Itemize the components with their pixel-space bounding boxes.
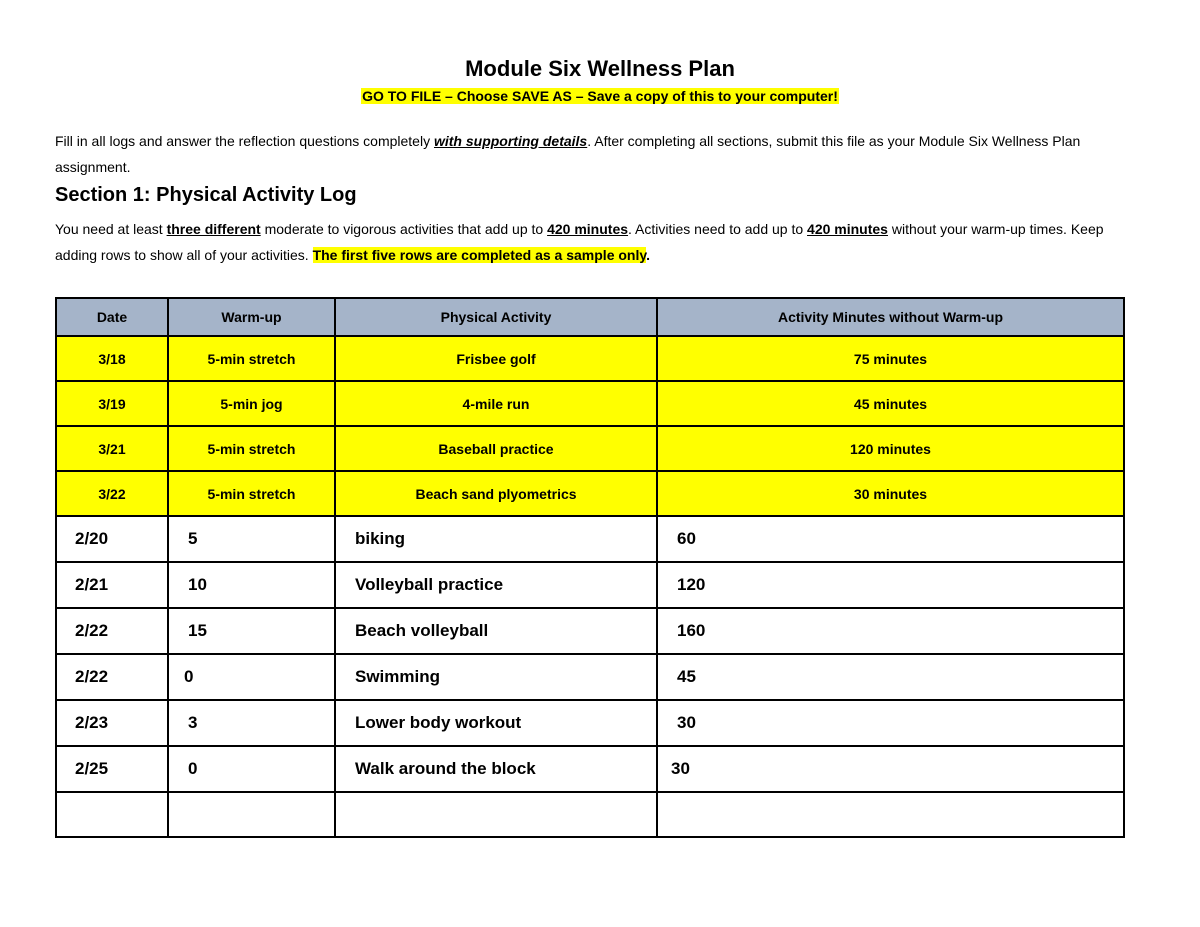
cell-activity-text: Lower body workout <box>355 713 522 732</box>
cell-date-text: 2/22 <box>75 621 109 640</box>
cell-activity[interactable]: Baseball practice <box>335 426 657 471</box>
cell-date[interactable]: 3/22 <box>56 471 168 516</box>
save-instruction-line <box>0 87 1200 106</box>
cell-minutes[interactable] <box>657 608 1124 654</box>
cell-date-text: 2/25 <box>75 759 109 778</box>
sample-row <box>56 426 1124 471</box>
sample-row <box>56 381 1124 426</box>
cell-activity-text: biking <box>355 529 406 548</box>
cell-activity-text: Beach volleyball <box>355 621 489 640</box>
instr-sample-note: The first five rows are completed as a sample only <box>312 247 647 263</box>
entry-row <box>56 654 1124 700</box>
header-warm-up: Warm-up <box>168 298 335 336</box>
cell-date[interactable]: 3/21 <box>56 426 168 471</box>
cell-date-text: 2/20 <box>75 529 109 548</box>
cell-warm-up-text: 5 <box>188 529 198 548</box>
cell-date[interactable] <box>56 516 168 562</box>
instr-minutes-1: 420 minutes <box>547 221 629 237</box>
cell-activity-text: Walk around the block <box>355 759 536 778</box>
entry-row <box>56 516 1124 562</box>
cell-minutes[interactable]: 45 minutes <box>657 381 1124 426</box>
entry-row <box>56 746 1124 792</box>
cell-date[interactable] <box>56 746 168 792</box>
cell-activity[interactable] <box>335 562 657 608</box>
cell-warm-up[interactable] <box>168 516 335 562</box>
cell-minutes[interactable] <box>657 562 1124 608</box>
entry-row <box>56 700 1124 746</box>
cell-activity[interactable] <box>335 700 657 746</box>
cell-activity-text: Volleyball practice <box>355 575 504 594</box>
cell-date[interactable] <box>56 608 168 654</box>
instr-three-different: three different <box>166 221 261 237</box>
intro-text-after: . After completing all sections, submit this file as your Module Six Wellness Plan assignment. <box>55 133 1081 175</box>
cell-minutes[interactable] <box>657 792 1124 837</box>
cell-minutes[interactable]: 120 minutes <box>657 426 1124 471</box>
cell-activity[interactable]: 4-mile run <box>335 381 657 426</box>
physical-activity-log-table <box>55 297 1125 838</box>
cell-activity[interactable] <box>335 746 657 792</box>
save-instruction: GO TO FILE – Choose SAVE AS – Save a copy of this to your computer! <box>362 88 838 104</box>
cell-activity[interactable] <box>335 654 657 700</box>
cell-activity[interactable]: Beach sand plyometrics <box>335 471 657 516</box>
cell-warm-up[interactable]: 5-min jog <box>168 381 335 426</box>
cell-minutes-text: 120 <box>677 575 706 594</box>
instr-part3: . Activities need to add up to <box>628 221 808 237</box>
table-header-row <box>56 298 1124 336</box>
cell-date[interactable]: 3/18 <box>56 336 168 381</box>
intro-emphasis: with supporting details <box>433 133 588 149</box>
cell-date-text: 2/21 <box>75 575 109 594</box>
cell-minutes[interactable]: 75 minutes <box>657 336 1124 381</box>
section-heading: Section 1: Physical Activity Log <box>55 184 357 206</box>
header-physical-activity: Physical Activity <box>335 298 657 336</box>
document-title: Module Six Wellness Plan <box>465 56 735 81</box>
cell-warm-up[interactable]: 5-min stretch <box>168 426 335 471</box>
sample-row <box>56 471 1124 516</box>
cell-warm-up[interactable] <box>168 608 335 654</box>
section-instructions <box>55 216 1145 268</box>
instr-minutes-2: 420 minutes <box>807 221 888 237</box>
header-activity-minutes: Activity Minutes without Warm-up <box>657 298 1124 336</box>
instr-part1: You need at least <box>55 221 167 237</box>
cell-warm-up[interactable] <box>168 746 335 792</box>
cell-activity[interactable] <box>335 792 657 837</box>
cell-minutes-text: 60 <box>677 529 696 548</box>
cell-warm-up[interactable]: 5-min stretch <box>168 471 335 516</box>
header-date: Date <box>56 298 168 336</box>
instr-part4: without your warm-up times. Keep adding rows to show all of your activities. <box>55 221 1104 263</box>
cell-minutes[interactable] <box>657 516 1124 562</box>
cell-warm-up-text: 0 <box>184 667 194 686</box>
cell-activity[interactable] <box>335 608 657 654</box>
cell-date[interactable] <box>56 700 168 746</box>
cell-warm-up[interactable]: 5-min stretch <box>168 336 335 381</box>
cell-minutes-text: 160 <box>677 621 706 640</box>
cell-warm-up-text: 3 <box>188 713 198 732</box>
cell-date[interactable] <box>56 792 168 837</box>
cell-minutes[interactable]: 30 minutes <box>657 471 1124 516</box>
cell-date-text: 2/22 <box>75 667 109 686</box>
intro-paragraph <box>55 128 1145 180</box>
empty-row <box>56 792 1124 837</box>
cell-minutes-text: 45 <box>677 667 696 686</box>
intro-text-before: Fill in all logs and answer the reflection questions completely <box>55 133 434 149</box>
cell-minutes[interactable] <box>657 654 1124 700</box>
cell-date[interactable] <box>56 654 168 700</box>
entry-row <box>56 608 1124 654</box>
cell-warm-up-text: 0 <box>188 759 198 778</box>
cell-minutes[interactable] <box>657 746 1124 792</box>
sample-row <box>56 336 1124 381</box>
cell-date[interactable] <box>56 562 168 608</box>
cell-warm-up[interactable] <box>168 562 335 608</box>
cell-warm-up-text: 15 <box>188 621 207 640</box>
entry-row <box>56 562 1124 608</box>
cell-warm-up[interactable] <box>168 654 335 700</box>
cell-date[interactable]: 3/19 <box>56 381 168 426</box>
instr-end: . <box>646 247 650 263</box>
cell-minutes-text: 30 <box>677 713 696 732</box>
cell-activity[interactable]: Frisbee golf <box>335 336 657 381</box>
cell-date-text: 2/23 <box>75 713 109 732</box>
cell-warm-up[interactable] <box>168 792 335 837</box>
cell-activity-text: Swimming <box>355 667 441 686</box>
cell-warm-up-text: 10 <box>188 575 207 594</box>
cell-minutes[interactable] <box>657 700 1124 746</box>
cell-activity[interactable] <box>335 516 657 562</box>
instr-part2: moderate to vigorous activities that add up to <box>260 221 548 237</box>
cell-minutes-text: 30 <box>671 759 690 778</box>
cell-warm-up[interactable] <box>168 700 335 746</box>
